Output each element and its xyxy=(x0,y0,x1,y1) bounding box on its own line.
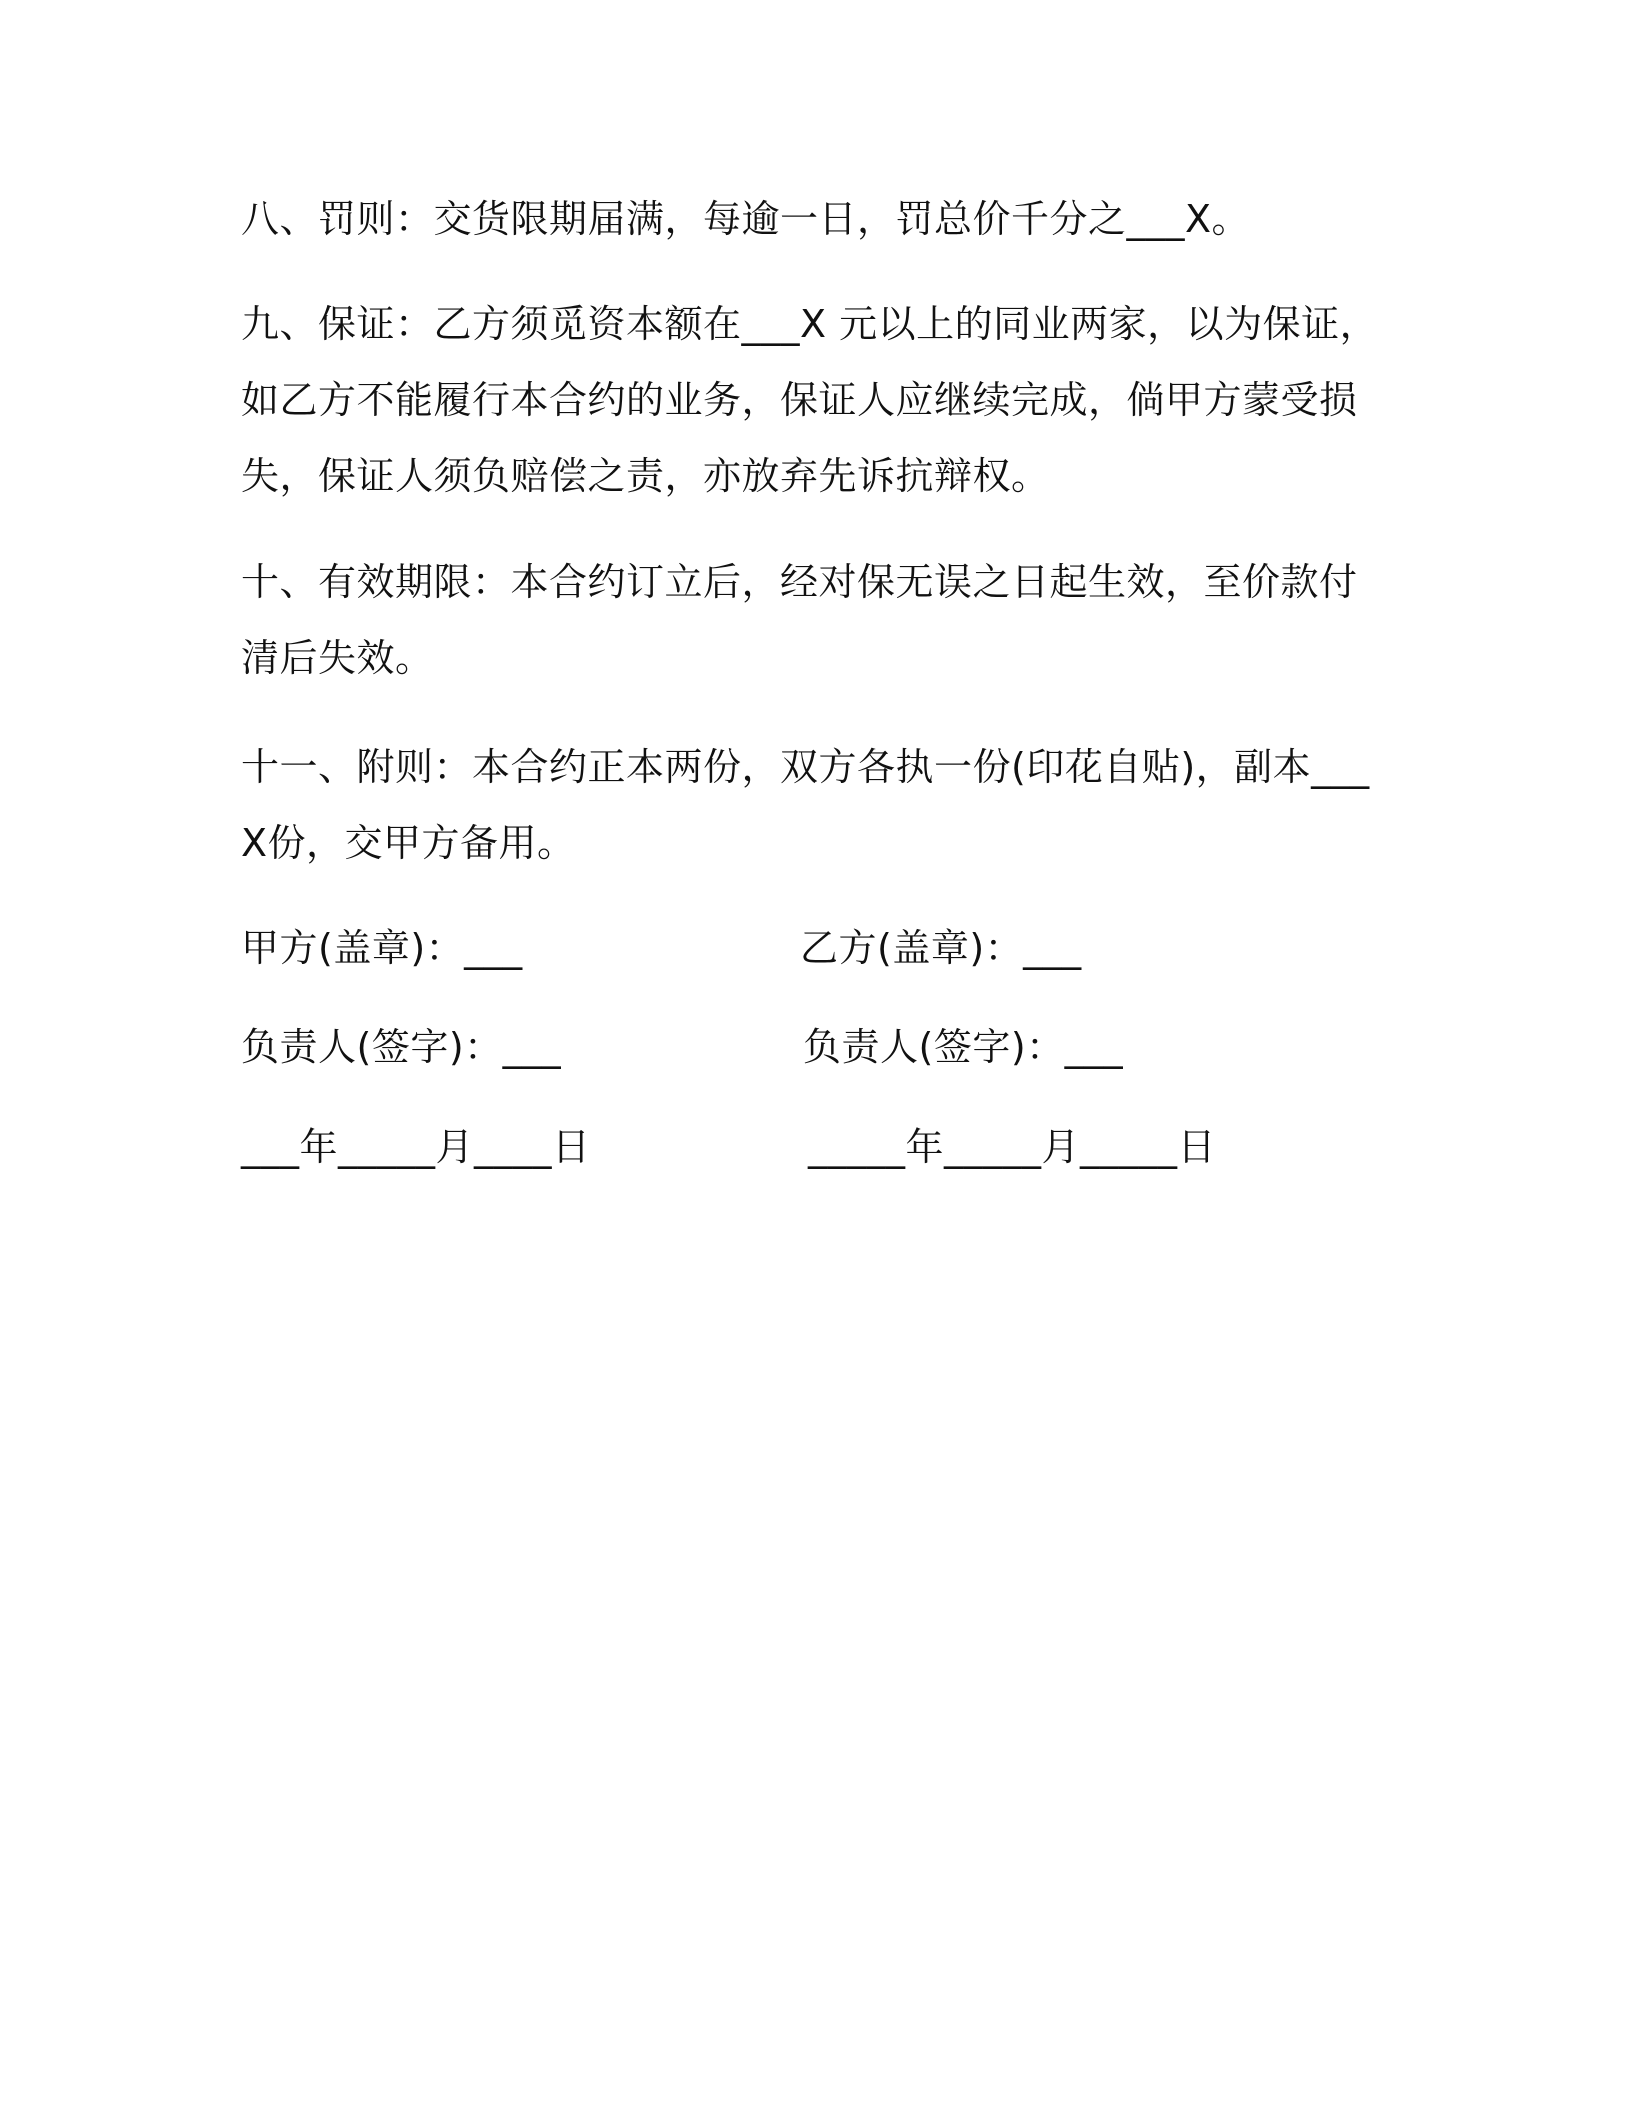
party-b-seal-field: 乙方(盖章)：___ xyxy=(800,926,1082,970)
party-a-date-field: ___年_____月____日 xyxy=(241,1125,591,1169)
clause-guarantee: 九、保证：乙方须觅资本额在___X 元以上的同业两家，以为保证，如乙方不能履行本合约的业务，保证人应继续完成，倘甲方蒙受损失，保证人须负赔偿之责，亦放弃先诉抗辩权。 xyxy=(241,302,1379,498)
clause-validity: 十、有效期限：本合约订立后，经对保无误之日起生效，至价款付清后失效。 xyxy=(241,560,1358,680)
party-a-signer-field: 负责人(签字)：___ xyxy=(241,1025,562,1069)
party-b-date-field: _____年_____月_____日 xyxy=(808,1125,1217,1169)
party-a-seal-field: 甲方(盖章)：___ xyxy=(241,926,523,970)
clause-supplementary: 十一、附则：本合约正本两份，双方各执一份(印花自贴)，副本___X份，交甲方备用。 xyxy=(241,745,1370,865)
party-b-signer-field: 负责人(签字)：___ xyxy=(803,1025,1124,1069)
clause-penalty: 八、罚则：交货限期届满，每逾一日，罚总价千分之___X。 xyxy=(241,197,1251,241)
